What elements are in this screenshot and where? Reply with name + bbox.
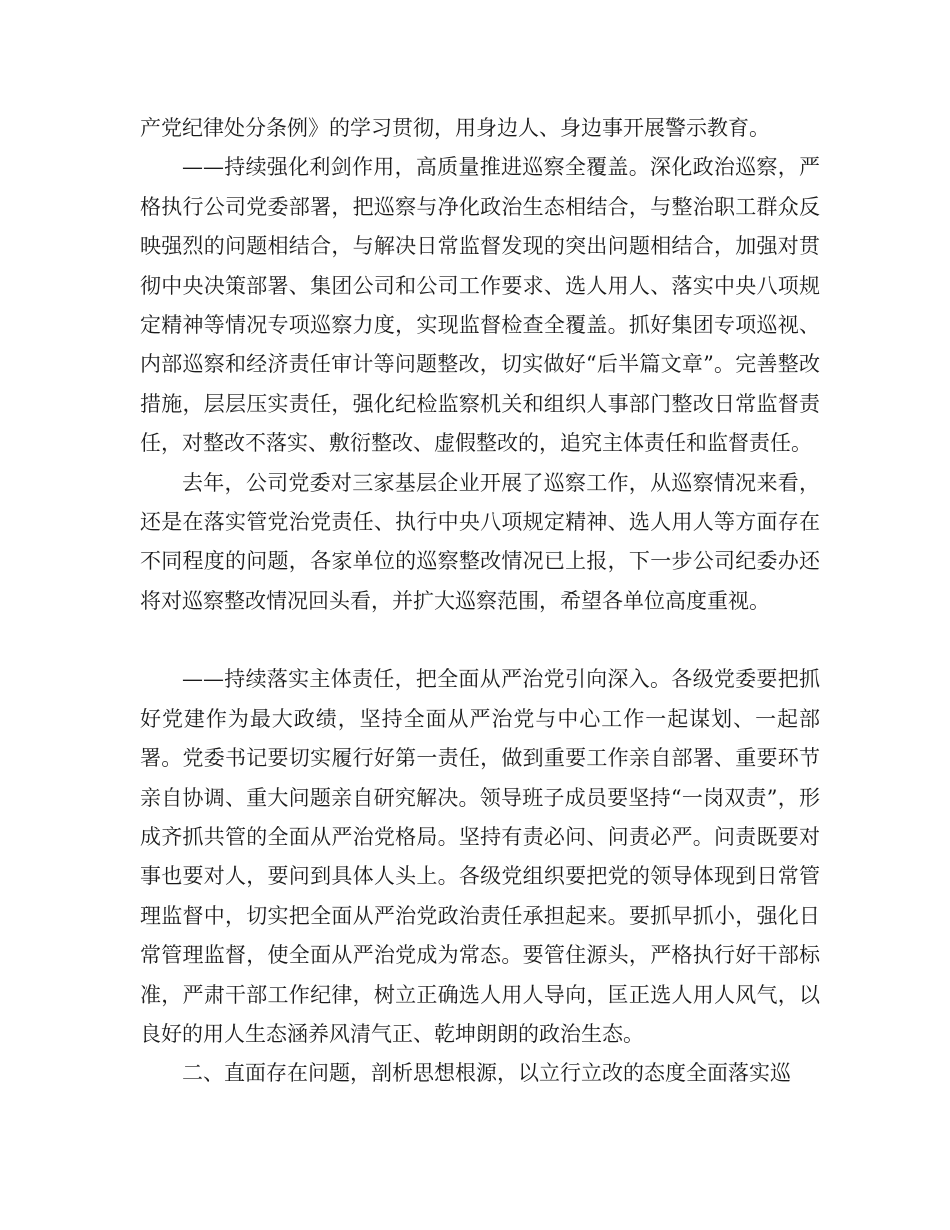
paragraph-continued: 产党纪律处分条例》的学习贯彻，用身边人、身边事开展警示教育。 xyxy=(140,116,770,140)
document-body xyxy=(140,109,820,1094)
section-heading-two: 二、直面存在问题，剖析思想根源，以立行立改的态度全面落实巡 xyxy=(182,1061,791,1086)
paragraph-main-responsibility: ——持续落实主体责任，把全面从严治党引向深入。各级党委要把抓好党建作为最大政绩，坚持全面从严治党与中心工作一起谋划、一起部署。党委书记要切实履行好第一责任，做到重要工作亲自部署、重要环节亲自协调、重大问题亲自研究解决。领导班子成员要坚持“一岗双责”，形成齐抓共管的全面从严治党格局。坚持有责必问、问责必严。问责既要对事也要对人，要问到具体人头上。各级党组织要把党的领导体现到日常管理监督中，切实把全面从严治党政治责任承担起来。要抓早抓小，强化日常管理监督，使全面从严治党成为常态。要管住源头，严格执行好干部标准，严肃干部工作纪律，树立正确选人用人导向，匡正选人用人风气，以良好的用人生态涵养风清气正、乾坤朗朗的政治生态。 xyxy=(140,667,820,1046)
paragraph-inspection-coverage: ——持续强化利剑作用，高质量推进巡察全覆盖。深化政治巡察，严格执行公司党委部署，把巡察与净化政治生态相结合，与整治职工群众反映强烈的问题相结合，与解决日常监督发现的突出问题相结合，加强对贯彻中央决策部署、集团公司和公司工作要求、选人用人、落实中央八项规定精神等情况专项巡察力度，实现监督检查全覆盖。抓好集团专项巡视、内部巡察和经济责任审计等问题整改，切实做好“后半篇文章”。完善整改措施，层层压实责任，强化纪检监察机关和组织人事部门整改日常监督责任，对整改不落实、敷衍整改、虚假整改的，追究主体责任和监督责任。 xyxy=(140,155,820,456)
paragraph-last-year-inspection: 去年，公司党委对三家基层企业开展了巡察工作，从巡察情况来看，还是在落实管党治党责任、执行中央八项规定精神、选人用人等方面存在不同程度的问题，各家单位的巡察整改情况已上报，下一步公司纪委办还将对巡察整改情况回头看，并扩大巡察范围，希望各单位高度重视。 xyxy=(140,470,820,613)
paragraph-spacer xyxy=(140,621,820,660)
